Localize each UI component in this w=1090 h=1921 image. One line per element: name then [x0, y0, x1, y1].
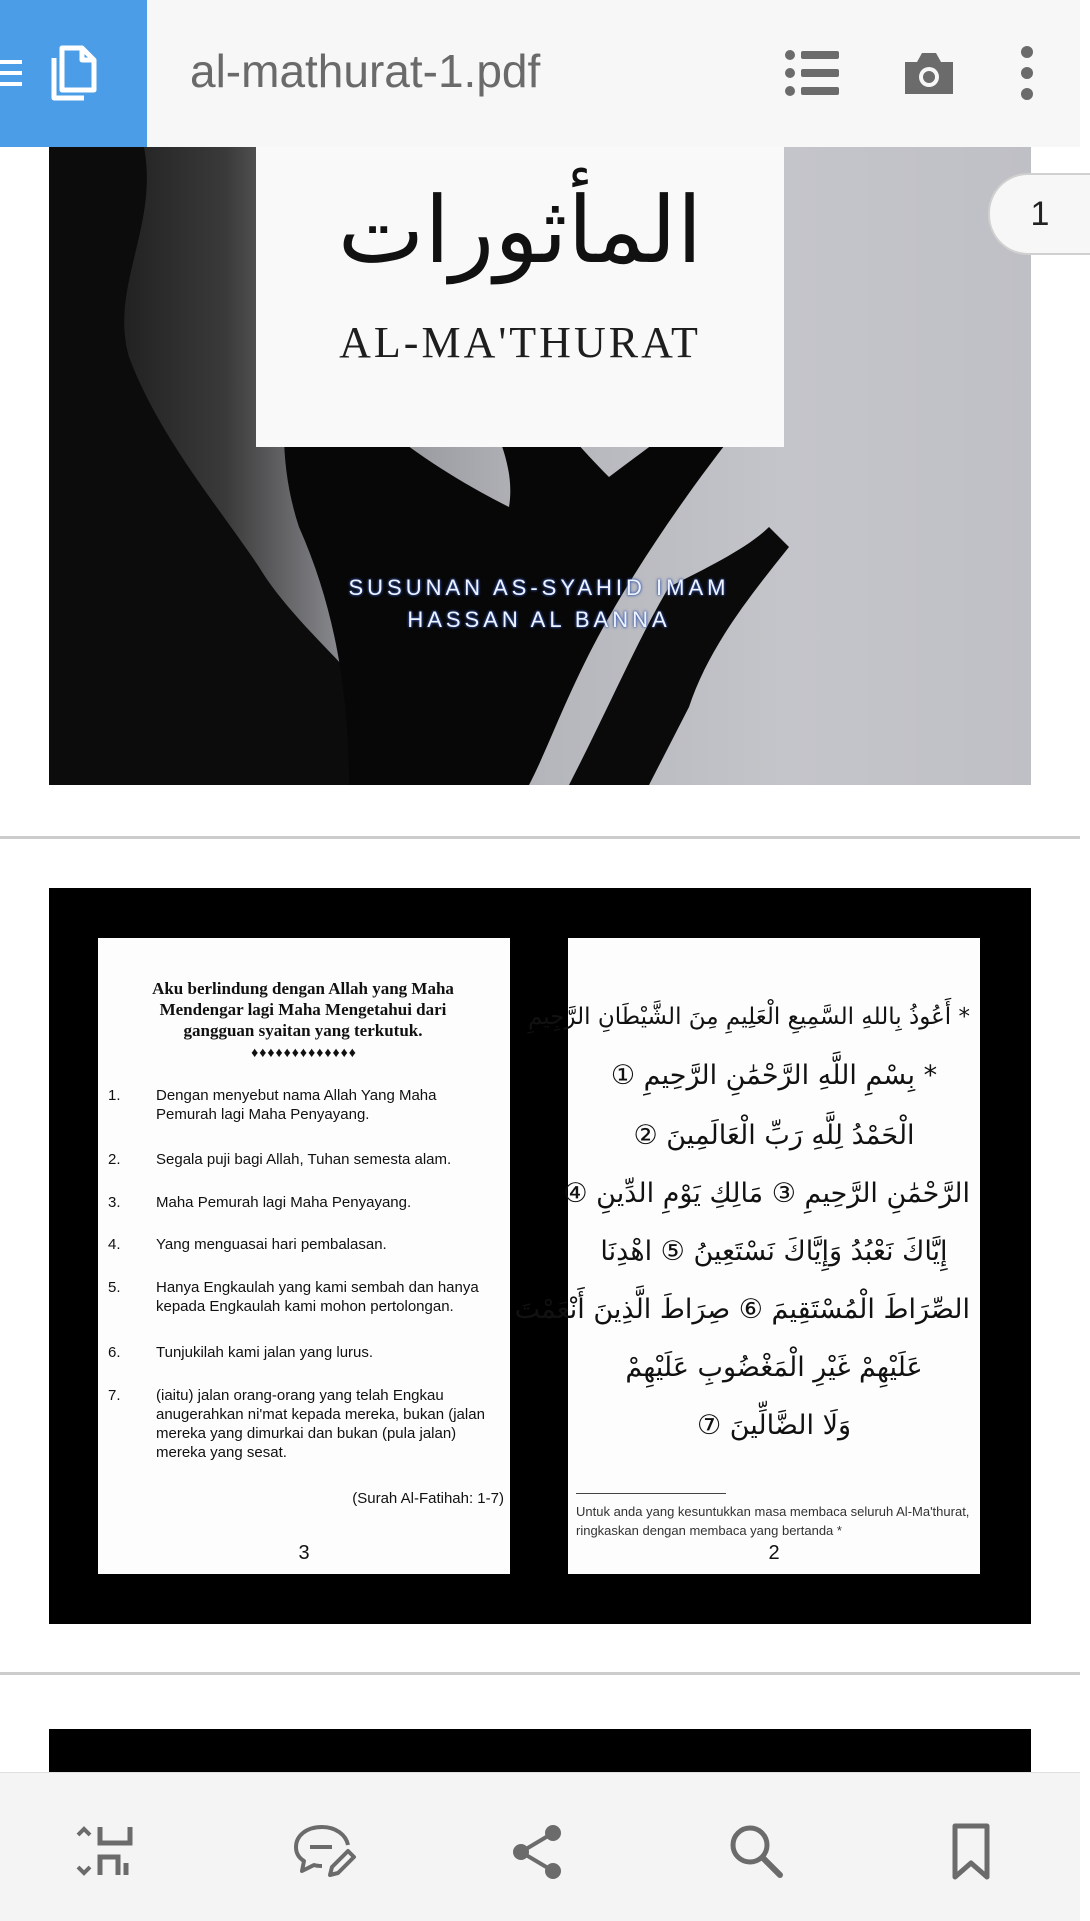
search-icon[interactable]: [728, 1823, 784, 1879]
ornament-dots: ♦♦♦♦♦♦♦♦♦♦♦♦♦: [251, 1044, 357, 1060]
bottom-toolbar: [0, 1772, 1080, 1921]
latin-title: AL-MA'THURAT: [339, 318, 701, 367]
arabic-line: وَلَا الضَّالِّينَ ⑦: [696, 1410, 852, 1441]
item-text: Tunjukilah kami jalan yang lurus.: [156, 1344, 374, 1361]
top-app-bar: [0, 0, 1080, 147]
arabic-text-sheet: [514, 938, 980, 1574]
sheet-page-number: 2: [768, 1542, 780, 1564]
item-number: 1.: [108, 1087, 121, 1104]
arabic-line: الصِّرَاطَ الْمُسْتَقِيمَ ⑥ صِرَاطَ الَّذِينَ أَنْعَمْتَ: [514, 1294, 970, 1325]
item-number: 5.: [108, 1279, 121, 1296]
arabic-line: عَلَيْهِمْ غَيْرِ الْمَغْضُوبِ عَلَيْهِمْ: [625, 1352, 923, 1383]
item-text: Hanya Engkaulah yang kami sembah dan hanya kepada Engkaulah kami mohon pertolongan.: [156, 1279, 479, 1315]
share-icon[interactable]: [511, 1823, 565, 1881]
item-text: Segala puji bagi Allah, Tuhan semesta alam.: [156, 1151, 452, 1168]
item-number: 2.: [108, 1151, 121, 1168]
item-text: Yang menguasai hari pembalasan.: [156, 1236, 387, 1253]
item-number: 3.: [108, 1194, 121, 1211]
page-divider: [0, 1672, 1080, 1675]
item-text: Maha Pemurah lagi Maha Penyayang.: [156, 1194, 412, 1211]
arabic-line: * أَعُوذُ بِاللهِ السَّمِيعِ الْعَلِيمِ مِنَ الشَّيْطَانِ الرَّجِيمِ: [527, 1004, 970, 1030]
item-number: 4.: [108, 1236, 121, 1253]
arabic-line: إِيَّاكَ نَعْبُدُ وَإِيَّاكَ نَسْتَعِينُ ⑤ اهْدِنَا: [600, 1236, 948, 1267]
menu-icon[interactable]: [0, 58, 26, 88]
cover-subtitle-line-2: HASSAN AL BANNA: [407, 607, 671, 632]
document-title: al-mathurat-1.pdf: [190, 45, 541, 97]
cover-title-card: [256, 147, 784, 447]
item-number: 6.: [108, 1344, 121, 1361]
camera-icon[interactable]: [901, 44, 957, 102]
document-icon[interactable]: [48, 42, 100, 104]
item-text: Dengan menyebut nama Allah Yang Maha Pemurah lagi Maha Penyayang.: [156, 1087, 437, 1123]
more-vert-icon[interactable]: [1017, 44, 1037, 102]
comment-edit-icon[interactable]: [292, 1823, 356, 1881]
item-number: 7.: [108, 1387, 121, 1404]
arabic-line: الرَّحْمَٰنِ الرَّحِيمِ ③ مَالِكِ يَوْمِ الدِّينِ ④: [563, 1178, 970, 1209]
arabic-title: المأثورات: [337, 177, 703, 284]
page-number-indicator[interactable]: 1: [988, 173, 1090, 255]
list-icon[interactable]: [783, 44, 841, 102]
navigation-drawer-button[interactable]: [0, 0, 147, 147]
pdf-viewer[interactable]: [0, 147, 1080, 1772]
item-text: (iaitu) jalan orang-orang yang telah Engkau anugerahkan ni'mat kepada mereka, bukan (jalan mereka yang dimurkai dan bukan (pula jalan) mereka yang sesat.: [156, 1387, 485, 1461]
pdf-page-cover: [49, 147, 1031, 785]
footnote-rule: [576, 1493, 726, 1494]
footnote: Untuk anda yang kesuntukkan masa membaca seluruh Al-Ma'thurat, ringkaskan dengan membaca yang bertanda *: [576, 1504, 970, 1538]
page-divider: [0, 836, 1080, 839]
sheet-heading: Aku berlindung dengan Allah yang Maha Mendengar lagi Maha Mengetahui dari gangguan syaitan yang terkutuk.: [152, 979, 454, 1040]
page-fit-icon[interactable]: [76, 1823, 136, 1879]
surah-reference: (Surah Al-Fatihah: 1-7): [352, 1490, 504, 1507]
arabic-line: الْحَمْدُ لِلَّهِ رَبِّ الْعَالَمِينَ ②: [633, 1120, 915, 1151]
translation-sheet: [98, 938, 510, 1574]
arabic-line: * بِسْمِ اللَّهِ الرَّحْمَٰنِ الرَّحِيمِ ①: [610, 1060, 938, 1091]
bookmark-icon[interactable]: [951, 1823, 991, 1881]
cover-subtitle-line-1: SUSUNAN AS-SYAHID IMAM: [348, 575, 730, 600]
sheet-page-number: 3: [298, 1542, 310, 1564]
pdf-page-spread: [49, 888, 1031, 1624]
